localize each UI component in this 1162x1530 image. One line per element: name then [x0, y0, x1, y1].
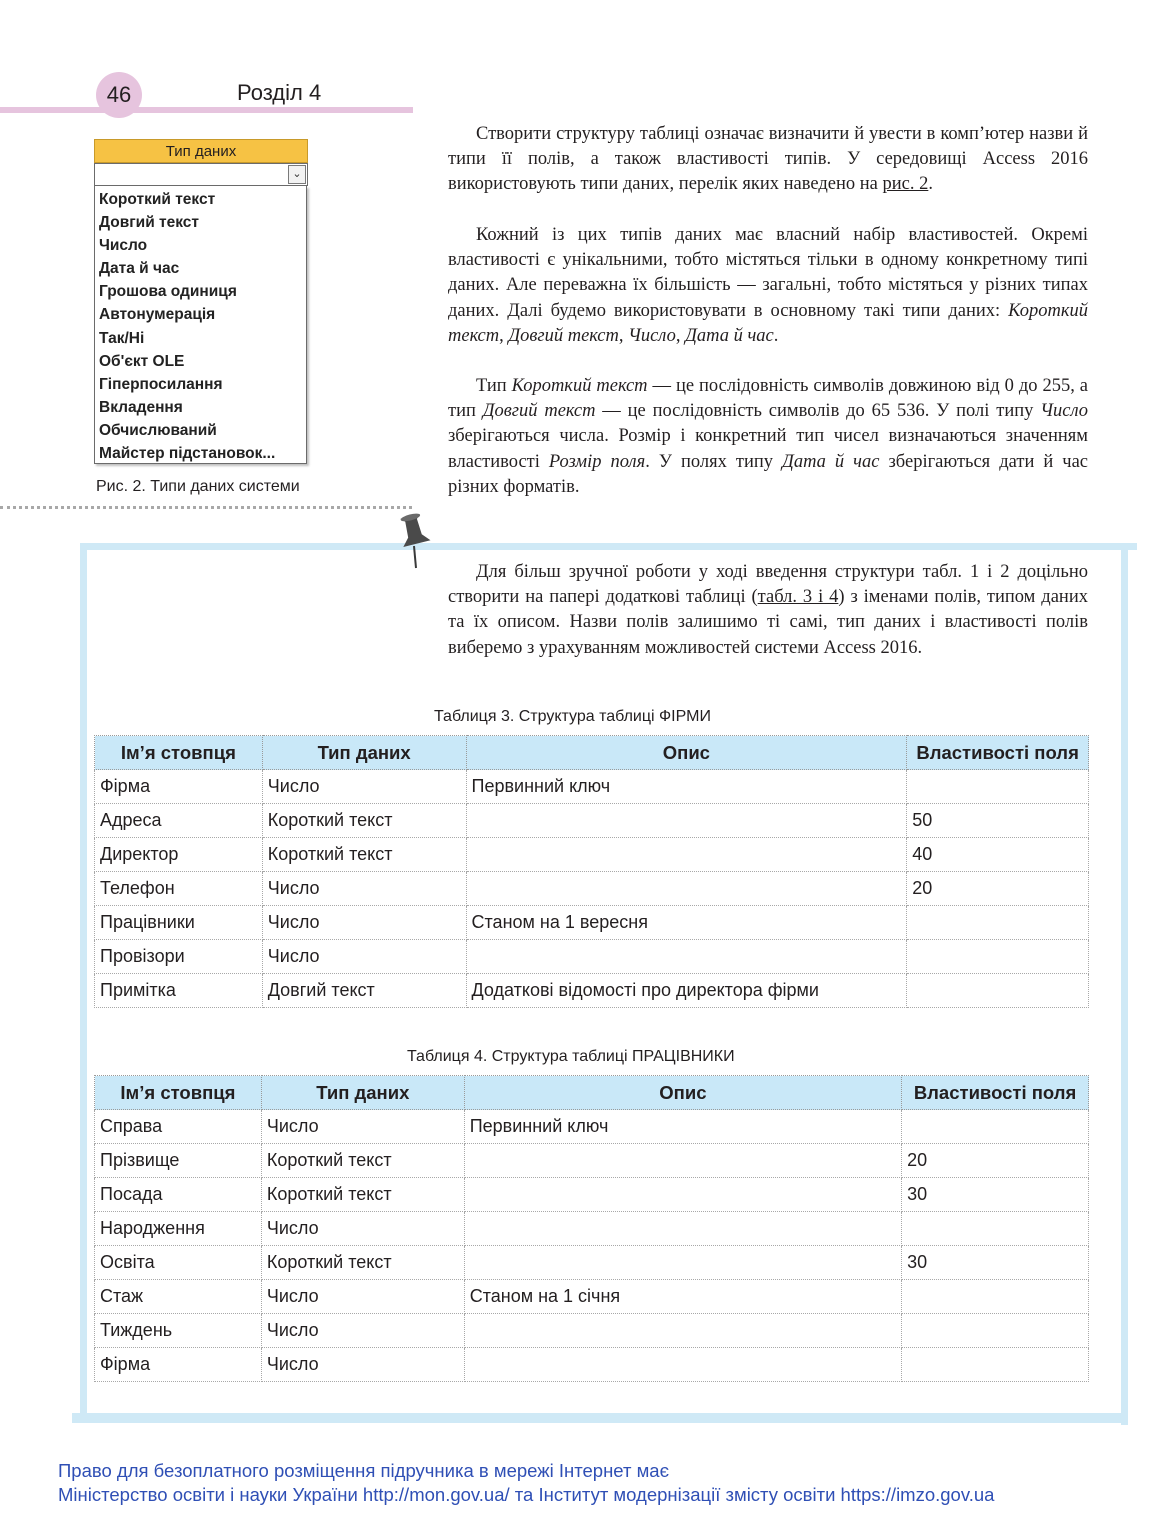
column-header: Тип даних: [262, 736, 466, 770]
paragraph-4: [448, 560, 1088, 661]
table-cell: [907, 974, 1089, 1008]
table-cell: [466, 838, 907, 872]
column-header: Ім’я стовпця: [95, 1076, 262, 1110]
term: Дата й час: [782, 451, 880, 472]
table-cell: Посада: [95, 1178, 262, 1212]
dropdown-item: Так/Ні: [99, 329, 145, 347]
text-run: — це послідовність символів довжиною від 0 до 255, а тип: [448, 376, 1088, 422]
table-cell: Стаж: [95, 1280, 262, 1314]
dropdown-item: Об'єкт OLE: [99, 352, 185, 370]
table-cell: [907, 770, 1089, 804]
term: Дата й час: [685, 325, 774, 346]
table-cell: [464, 1348, 901, 1382]
table-cell: Справа: [95, 1110, 262, 1144]
table-row: [95, 1212, 1089, 1246]
table-cell: Телефон: [95, 872, 263, 906]
frame-right: [1121, 548, 1128, 1425]
table-cell: [902, 1280, 1089, 1314]
table-cell: [464, 1212, 901, 1246]
table-cell: [466, 872, 907, 906]
table-cell: 30: [902, 1178, 1089, 1212]
table3-caption: Таблиця 3. Структура таблиці ФІРМИ: [434, 708, 711, 725]
paragraph-2: [448, 223, 1088, 349]
text-run: зберігаються числа. Розмір і конкретний тип чисел визначаються значенням властивості: [448, 426, 1088, 472]
table-cell: [464, 1144, 901, 1178]
dropdown-item: Майстер підстановок...: [99, 445, 276, 463]
table-cell: Число: [261, 1314, 464, 1348]
text-run: . У полях типу: [645, 451, 783, 472]
chevron-down-icon: ⌄: [288, 165, 306, 184]
table4-caption: Таблиця 4. Структура таблиці ПРАЦІВНИКИ: [407, 1048, 735, 1065]
table-row: [95, 1314, 1089, 1348]
table-cell: Число: [262, 940, 466, 974]
table-cell: Тиждень: [95, 1314, 262, 1348]
table4: [94, 1075, 1089, 1382]
table3: [94, 735, 1089, 1008]
term: Короткий текст: [448, 300, 1088, 346]
table-cell: Первинний ключ: [466, 770, 907, 804]
table-row: [95, 1280, 1089, 1314]
text-run: ,: [499, 325, 509, 346]
table-cell: [907, 940, 1089, 974]
column-header: Властивості поля: [902, 1076, 1089, 1110]
section-title: Розділ 4: [237, 80, 322, 105]
table-row: [95, 770, 1089, 804]
text-run: зберігаються дати й час різних форматів.: [448, 451, 1088, 497]
frame-top: [80, 543, 1137, 550]
table-cell: 20: [902, 1144, 1089, 1178]
table-cell: Число: [261, 1110, 464, 1144]
table-row: [95, 906, 1089, 940]
column-header: Властивості поля: [907, 736, 1089, 770]
table-cell: [902, 1314, 1089, 1348]
table-cell: Первинний ключ: [464, 1110, 901, 1144]
table-cell: [907, 906, 1089, 940]
table-cell: Число: [261, 1280, 464, 1314]
table-cell: 30: [902, 1246, 1089, 1280]
text-run: Кожний із цих типів даних має власний набір властивостей. Окремі властивості є унікальними, тобто містяться тільки в одному конкретному типі даних. Але переважна їх більшість — загальні, тобто містяться у різних типах даних. Далі будемо використовувати в основному такі типи даних:: [448, 225, 1088, 321]
term: Число: [1040, 401, 1088, 422]
table-cell: Довгий текст: [262, 974, 466, 1008]
table-link[interactable]: табл. 3 і 4: [757, 587, 839, 608]
table-cell: Освіта: [95, 1246, 262, 1280]
table-cell: Прізвище: [95, 1144, 262, 1178]
text-run: .: [773, 325, 779, 346]
table-cell: Директор: [95, 838, 263, 872]
table-cell: Число: [261, 1348, 464, 1382]
table-cell: Адреса: [95, 804, 263, 838]
column-header: Опис: [464, 1076, 901, 1110]
table-row: [95, 1348, 1089, 1382]
table-cell: Число: [262, 872, 466, 906]
figure-link[interactable]: рис. 2: [882, 174, 929, 195]
table-cell: Провізори: [95, 940, 263, 974]
column-header: Ім’я стовпця: [95, 736, 263, 770]
text-run: .: [928, 174, 933, 195]
dropdown-item: Гіперпосилання: [99, 375, 223, 393]
table-row: [95, 1178, 1089, 1212]
table-row: [95, 838, 1089, 872]
dropdown-item: Число: [99, 237, 148, 255]
text-run: Для більш зручної роботи у ході введення структури табл. 1 і 2 доцільно створити на папері додаткові таблиці (: [448, 562, 1088, 608]
table-cell: [464, 1178, 901, 1212]
pushpin-icon: [392, 510, 436, 570]
page-number: 46: [96, 72, 142, 118]
frame-left: [80, 543, 87, 1423]
table-cell: 50: [907, 804, 1089, 838]
table-cell: Короткий текст: [261, 1144, 464, 1178]
dropdown-item: Автонумерація: [99, 306, 216, 324]
text-run: Тип: [476, 376, 512, 396]
table-header-row: [95, 736, 1089, 770]
text-run: — це послідовність символів до 65 536. У полі типу: [595, 401, 1041, 422]
table-cell: Фірма: [95, 1348, 262, 1382]
table-cell: Станом на 1 вересня: [466, 906, 907, 940]
table-cell: Працівники: [95, 906, 263, 940]
table-cell: Народження: [95, 1212, 262, 1246]
table-cell: [464, 1314, 901, 1348]
table-cell: [902, 1348, 1089, 1382]
dropdown-item: Довгий текст: [99, 214, 200, 232]
table-cell: Число: [261, 1212, 464, 1246]
dropdown-header: Тип даних: [94, 139, 308, 163]
dropdown-item: Короткий текст: [99, 191, 216, 208]
table-cell: Короткий текст: [261, 1178, 464, 1212]
dropdown-field: [94, 163, 308, 186]
table-cell: 20: [907, 872, 1089, 906]
dropdown-item: Обчислюваний: [99, 421, 217, 439]
column-header: Тип даних: [261, 1076, 464, 1110]
header-bar: [0, 107, 413, 113]
table-row: [95, 1144, 1089, 1178]
table-row: [95, 1110, 1089, 1144]
term: Довгий текст: [508, 325, 619, 346]
text-run: ) з іменами полів, типом даних та їх описом. Назви полів залишимо ті самі, тип даних і властивості полів виберемо з урахуванням можливостей системи Access 2016.: [448, 587, 1088, 658]
table-cell: 40: [907, 838, 1089, 872]
dropdown-list: [94, 186, 307, 464]
dotted-divider: [0, 506, 412, 509]
dropdown-item: Вкладення: [99, 398, 183, 416]
table-row: [95, 940, 1089, 974]
table-cell: Фірма: [95, 770, 263, 804]
text-run: ,: [618, 325, 629, 346]
table-header-row: [95, 1076, 1089, 1110]
table-cell: Короткий текст: [262, 804, 466, 838]
table-cell: Число: [262, 906, 466, 940]
term: Довгий текст: [482, 401, 596, 422]
term: Розмір поля: [548, 451, 646, 472]
table-cell: Короткий текст: [262, 838, 466, 872]
table-row: [95, 804, 1089, 838]
paragraph-3: [448, 374, 1088, 500]
table-cell: [466, 940, 907, 974]
footer-line-1: Право для безоплатного розміщення підручника в мережі Інтернет має: [58, 1460, 670, 1481]
table-cell: Станом на 1 січня: [464, 1280, 901, 1314]
table-cell: Примітка: [95, 974, 263, 1008]
table-row: [95, 872, 1089, 906]
text-run: Створити структуру таблиці означає визначити й увести в комп’ютер назви й типи її полів, а також властивості типів. У середовищі Access 2016 використовують типи даних, перелік яких наведено на: [448, 124, 1088, 195]
table-cell: Число: [262, 770, 466, 804]
table-cell: [902, 1212, 1089, 1246]
footer-line-2: Міністерство освіти і науки України http://mon.gov.ua/ та Інститут модернізації змісту освіти https://imzo.gov.ua: [58, 1484, 995, 1505]
table-cell: [902, 1110, 1089, 1144]
table-cell: Додаткові відомості про директора фірми: [466, 974, 907, 1008]
term: Число: [628, 325, 676, 346]
paragraph-1: [448, 122, 1088, 198]
column-header: Опис: [466, 736, 907, 770]
dropdown-item: Грошова одиниця: [99, 283, 237, 301]
table-cell: [466, 804, 907, 838]
term: Короткий текст: [511, 376, 648, 396]
figure-caption: Рис. 2. Типи даних системи: [96, 478, 300, 495]
text-run: ,: [675, 325, 686, 346]
table-cell: Короткий текст: [261, 1246, 464, 1280]
table-row: [95, 974, 1089, 1008]
frame-bottom: [72, 1413, 1128, 1423]
table-row: [95, 1246, 1089, 1280]
table-cell: [464, 1246, 901, 1280]
dropdown-item: Дата й час: [99, 260, 180, 278]
